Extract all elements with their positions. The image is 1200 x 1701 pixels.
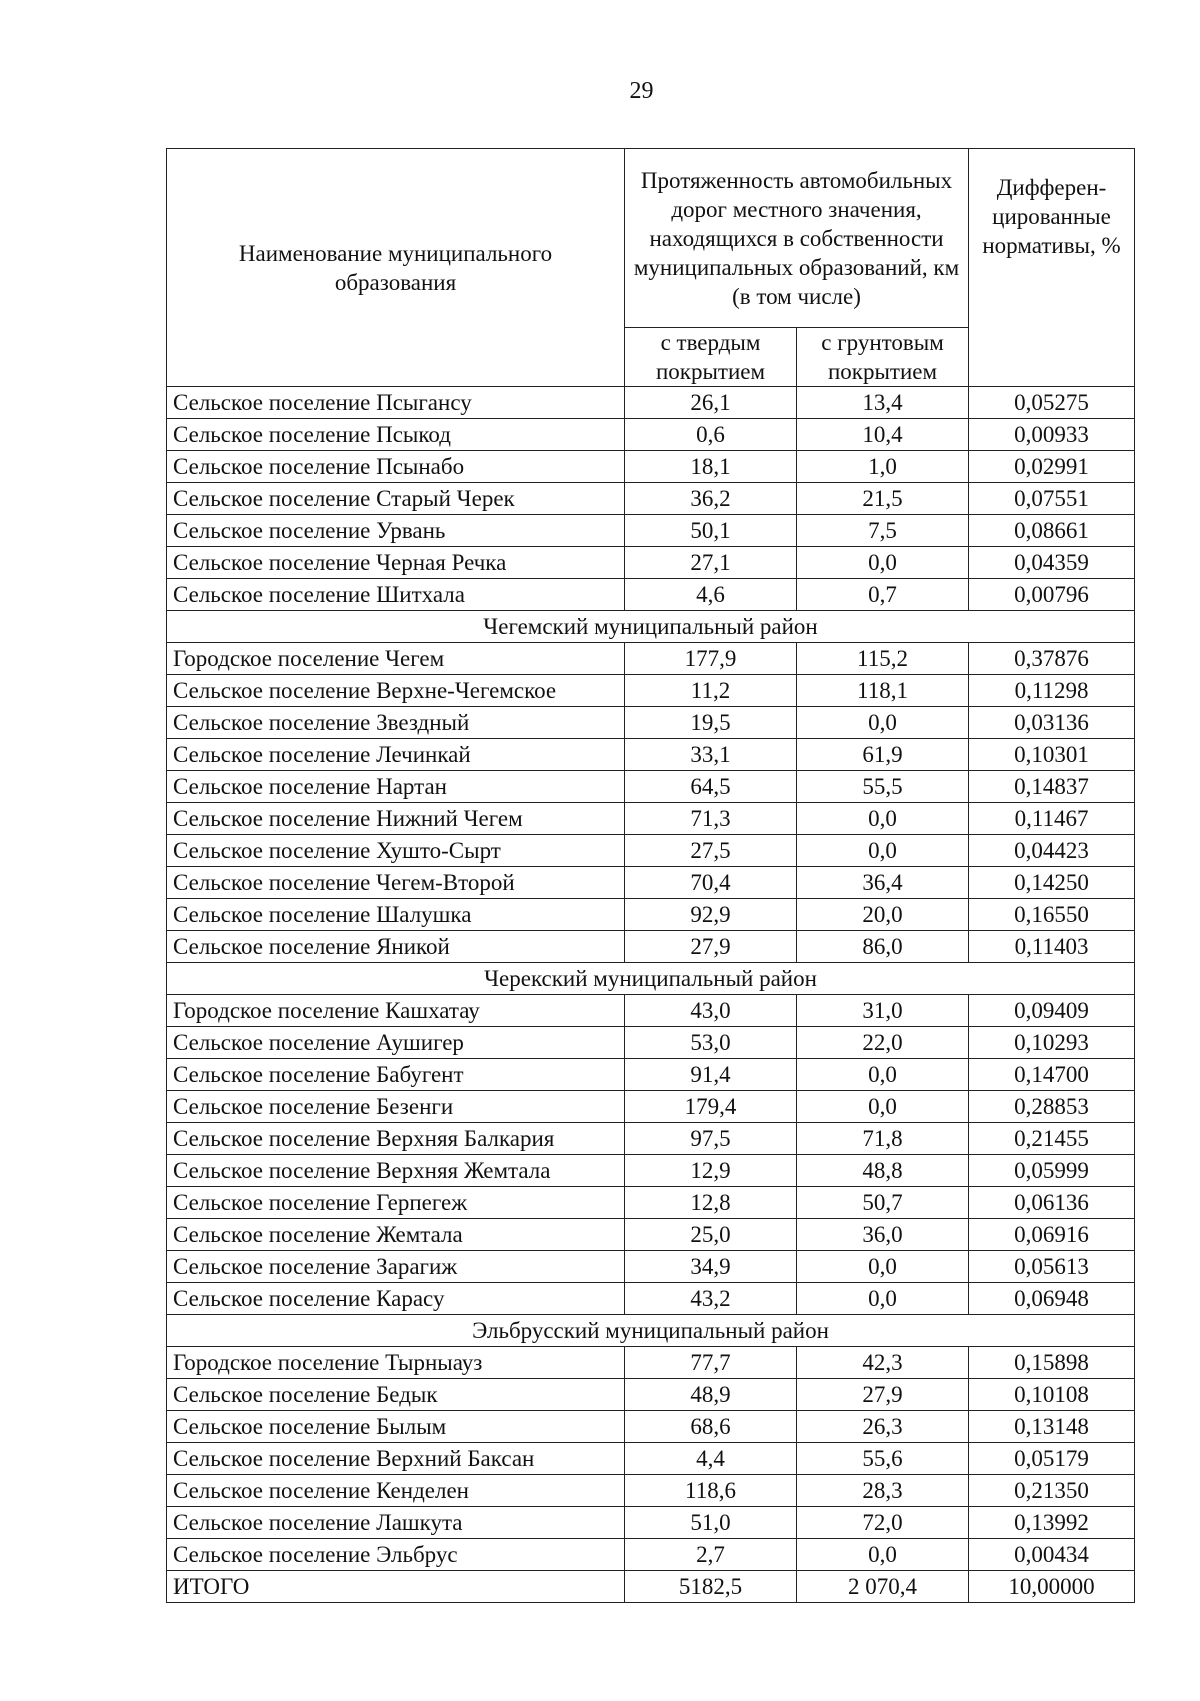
norm-percent: 0,09409 (969, 995, 1135, 1027)
soil-surface-km: 0,0 (797, 707, 969, 739)
norm-percent: 0,21350 (969, 1475, 1135, 1507)
hard-surface-km: 12,8 (625, 1187, 797, 1219)
region-row (167, 611, 1135, 643)
soil-surface-km: 50,7 (797, 1187, 969, 1219)
norm-percent: 0,02991 (969, 451, 1135, 483)
table-row (167, 1443, 1135, 1475)
municipality-name: Сельское поселение Псынабо (167, 451, 625, 483)
soil-surface-km: 55,5 (797, 771, 969, 803)
table-row (167, 1539, 1135, 1571)
hard-surface-km: 77,7 (625, 1347, 797, 1379)
soil-surface-km: 28,3 (797, 1475, 969, 1507)
soil-surface-km: 115,2 (797, 643, 969, 675)
hard-surface-km: 177,9 (625, 643, 797, 675)
municipality-name: Сельское поселение Аушигер (167, 1027, 625, 1059)
table-row (167, 1379, 1135, 1411)
header-length: Протяженность автомобильных дорог местного значения, находящихся в собственности муниципальных образований, км (в том числе) (625, 149, 969, 328)
table-row (167, 771, 1135, 803)
municipality-name: Сельское поселение Шитхала (167, 579, 625, 611)
table-row (167, 1155, 1135, 1187)
table-row (167, 1411, 1135, 1443)
table-row (167, 515, 1135, 547)
municipality-name: Сельское поселение Эльбрус (167, 1539, 625, 1571)
norm-percent: 0,10293 (969, 1027, 1135, 1059)
municipality-name: Сельское поселение Бедык (167, 1379, 625, 1411)
table-row (167, 1347, 1135, 1379)
hard-surface-km: 27,1 (625, 547, 797, 579)
soil-surface-km: 13,4 (797, 387, 969, 419)
table-row (167, 1027, 1135, 1059)
soil-surface-km: 31,0 (797, 995, 969, 1027)
municipality-name: Сельское поселение Зарагиж (167, 1251, 625, 1283)
soil-surface-km: 36,4 (797, 867, 969, 899)
norm-percent: 0,06916 (969, 1219, 1135, 1251)
table-row (167, 931, 1135, 963)
hard-surface-km: 118,6 (625, 1475, 797, 1507)
soil-surface-km: 22,0 (797, 1027, 969, 1059)
header-hard: с твердым покрытием (625, 328, 797, 387)
soil-surface-km: 48,8 (797, 1155, 969, 1187)
table-row (167, 643, 1135, 675)
municipality-name: Сельское поселение Кенделен (167, 1475, 625, 1507)
soil-surface-km: 0,0 (797, 1539, 969, 1571)
norm-percent: 0,14837 (969, 771, 1135, 803)
norm-percent: 0,15898 (969, 1347, 1135, 1379)
hard-surface-km: 48,9 (625, 1379, 797, 1411)
municipality-name: Сельское поселение Верхне-Чегемское (167, 675, 625, 707)
hard-surface-km: 68,6 (625, 1411, 797, 1443)
hard-surface-km: 4,6 (625, 579, 797, 611)
municipality-name: Сельское поселение Нижний Чегем (167, 803, 625, 835)
table-row (167, 1507, 1135, 1539)
hard-surface-km: 2,7 (625, 1539, 797, 1571)
soil-surface-km: 0,0 (797, 547, 969, 579)
total-norm-percent: 10,00000 (969, 1571, 1135, 1603)
table-row (167, 867, 1135, 899)
table-row (167, 835, 1135, 867)
region-row (167, 1315, 1135, 1347)
hard-surface-km: 27,9 (625, 931, 797, 963)
municipality-name: Сельское поселение Безенги (167, 1091, 625, 1123)
municipality-name: Сельское поселение Карасу (167, 1283, 625, 1315)
municipality-name: Сельское поселение Псыкод (167, 419, 625, 451)
soil-surface-km: 42,3 (797, 1347, 969, 1379)
municipality-name: Сельское поселение Лашкута (167, 1507, 625, 1539)
norm-percent: 0,00434 (969, 1539, 1135, 1571)
header-soil: с грунтовым покрытием (797, 328, 969, 387)
table-row (167, 707, 1135, 739)
hard-surface-km: 19,5 (625, 707, 797, 739)
norm-percent: 0,10301 (969, 739, 1135, 771)
municipality-name: Сельское поселение Черная Речка (167, 547, 625, 579)
header-norms-label: Дифферен-цированные нормативы, % (982, 175, 1121, 258)
soil-surface-km: 71,8 (797, 1123, 969, 1155)
region-title: Чегемский муниципальный район (167, 611, 1135, 643)
hard-surface-km: 0,6 (625, 419, 797, 451)
soil-surface-km: 20,0 (797, 899, 969, 931)
table-row (167, 1283, 1135, 1315)
soil-surface-km: 10,4 (797, 419, 969, 451)
norm-percent: 0,03136 (969, 707, 1135, 739)
hard-surface-km: 92,9 (625, 899, 797, 931)
table-row (167, 803, 1135, 835)
table-row (167, 579, 1135, 611)
hard-surface-km: 71,3 (625, 803, 797, 835)
total-label: ИТОГО (167, 1571, 625, 1603)
municipality-name: Сельское поселение Верхний Баксан (167, 1443, 625, 1475)
norm-percent: 0,11467 (969, 803, 1135, 835)
hard-surface-km: 34,9 (625, 1251, 797, 1283)
hard-surface-km: 27,5 (625, 835, 797, 867)
table-row (167, 1251, 1135, 1283)
hard-surface-km: 51,0 (625, 1507, 797, 1539)
municipality-name: Сельское поселение Звездный (167, 707, 625, 739)
norm-percent: 0,11403 (969, 931, 1135, 963)
soil-surface-km: 55,6 (797, 1443, 969, 1475)
norm-percent: 0,11298 (969, 675, 1135, 707)
municipality-name: Сельское поселение Верхняя Жемтала (167, 1155, 625, 1187)
soil-surface-km: 86,0 (797, 931, 969, 963)
hard-surface-km: 26,1 (625, 387, 797, 419)
municipality-name: Сельское поселение Чегем-Второй (167, 867, 625, 899)
hard-surface-km: 36,2 (625, 483, 797, 515)
table-row (167, 1123, 1135, 1155)
table-row (167, 1475, 1135, 1507)
hard-surface-km: 70,4 (625, 867, 797, 899)
municipality-name: Сельское поселение Герпегеж (167, 1187, 625, 1219)
soil-surface-km: 0,0 (797, 1283, 969, 1315)
hard-surface-km: 4,4 (625, 1443, 797, 1475)
soil-surface-km: 0,0 (797, 803, 969, 835)
norm-percent: 0,13148 (969, 1411, 1135, 1443)
total-hard-km: 5182,5 (625, 1571, 797, 1603)
hard-surface-km: 179,4 (625, 1091, 797, 1123)
norm-percent: 0,07551 (969, 483, 1135, 515)
hard-surface-km: 53,0 (625, 1027, 797, 1059)
soil-surface-km: 7,5 (797, 515, 969, 547)
table-row (167, 899, 1135, 931)
soil-surface-km: 26,3 (797, 1411, 969, 1443)
municipality-name: Городское поселение Тырныауз (167, 1347, 625, 1379)
hard-surface-km: 64,5 (625, 771, 797, 803)
soil-surface-km: 118,1 (797, 675, 969, 707)
soil-surface-km: 1,0 (797, 451, 969, 483)
table-row (167, 547, 1135, 579)
region-row (167, 963, 1135, 995)
municipality-name: Сельское поселение Шалушка (167, 899, 625, 931)
municipality-name: Городское поселение Кашхатау (167, 995, 625, 1027)
norm-percent: 0,05275 (969, 387, 1135, 419)
municipality-name: Сельское поселение Старый Черек (167, 483, 625, 515)
page-number: 29 (629, 78, 654, 104)
norm-percent: 0,00933 (969, 419, 1135, 451)
table-row (167, 739, 1135, 771)
hard-surface-km: 91,4 (625, 1059, 797, 1091)
road-norms-table (166, 148, 1135, 1603)
soil-surface-km: 0,0 (797, 835, 969, 867)
norm-percent: 0,06136 (969, 1187, 1135, 1219)
municipality-name: Сельское поселение Бабугент (167, 1059, 625, 1091)
municipality-name: Сельское поселение Нартан (167, 771, 625, 803)
norm-percent: 0,14700 (969, 1059, 1135, 1091)
norm-percent: 0,04359 (969, 547, 1135, 579)
table-row (167, 1091, 1135, 1123)
table-row (167, 1187, 1135, 1219)
soil-surface-km: 0,0 (797, 1251, 969, 1283)
hard-surface-km: 18,1 (625, 451, 797, 483)
norm-percent: 0,10108 (969, 1379, 1135, 1411)
municipality-name: Сельское поселение Верхняя Балкария (167, 1123, 625, 1155)
municipality-name: Сельское поселение Жемтала (167, 1219, 625, 1251)
norm-percent: 0,16550 (969, 899, 1135, 931)
total-soil-km: 2 070,4 (797, 1571, 969, 1603)
hard-surface-km: 25,0 (625, 1219, 797, 1251)
soil-surface-km: 27,9 (797, 1379, 969, 1411)
municipality-name: Городское поселение Чегем (167, 643, 625, 675)
norm-percent: 0,28853 (969, 1091, 1135, 1123)
soil-surface-km: 0,0 (797, 1059, 969, 1091)
norm-percent: 0,13992 (969, 1507, 1135, 1539)
soil-surface-km: 0,0 (797, 1091, 969, 1123)
norm-percent: 0,06948 (969, 1283, 1135, 1315)
header-name: Наименование муниципального образования (167, 149, 625, 387)
hard-surface-km: 43,0 (625, 995, 797, 1027)
hard-surface-km: 12,9 (625, 1155, 797, 1187)
norm-percent: 0,05613 (969, 1251, 1135, 1283)
table-row (167, 675, 1135, 707)
norm-percent: 0,05179 (969, 1443, 1135, 1475)
region-title: Черекский муниципальный район (167, 963, 1135, 995)
municipality-name: Сельское поселение Псыгансу (167, 387, 625, 419)
table-row (167, 995, 1135, 1027)
hard-surface-km: 50,1 (625, 515, 797, 547)
norm-percent: 0,00796 (969, 579, 1135, 611)
region-title: Эльбрусский муниципальный район (167, 1315, 1135, 1347)
table-row (167, 387, 1135, 419)
header-norms (969, 149, 1135, 387)
table-row (167, 419, 1135, 451)
soil-surface-km: 61,9 (797, 739, 969, 771)
soil-surface-km: 72,0 (797, 1507, 969, 1539)
soil-surface-km: 21,5 (797, 483, 969, 515)
norm-percent: 0,37876 (969, 643, 1135, 675)
municipality-name: Сельское поселение Былым (167, 1411, 625, 1443)
hard-surface-km: 43,2 (625, 1283, 797, 1315)
header-row (167, 149, 1135, 328)
hard-surface-km: 33,1 (625, 739, 797, 771)
table-row (167, 1059, 1135, 1091)
table-row (167, 451, 1135, 483)
norm-percent: 0,04423 (969, 835, 1135, 867)
table-row (167, 483, 1135, 515)
soil-surface-km: 0,7 (797, 579, 969, 611)
norm-percent: 0,21455 (969, 1123, 1135, 1155)
municipality-name: Сельское поселение Яникой (167, 931, 625, 963)
municipality-name: Сельское поселение Урвань (167, 515, 625, 547)
norm-percent: 0,08661 (969, 515, 1135, 547)
total-row (167, 1571, 1135, 1603)
hard-surface-km: 11,2 (625, 675, 797, 707)
table-row (167, 1219, 1135, 1251)
hard-surface-km: 97,5 (625, 1123, 797, 1155)
soil-surface-km: 36,0 (797, 1219, 969, 1251)
norm-percent: 0,05999 (969, 1155, 1135, 1187)
municipality-name: Сельское поселение Лечинкай (167, 739, 625, 771)
municipality-name: Сельское поселение Хушто-Сырт (167, 835, 625, 867)
norm-percent: 0,14250 (969, 867, 1135, 899)
